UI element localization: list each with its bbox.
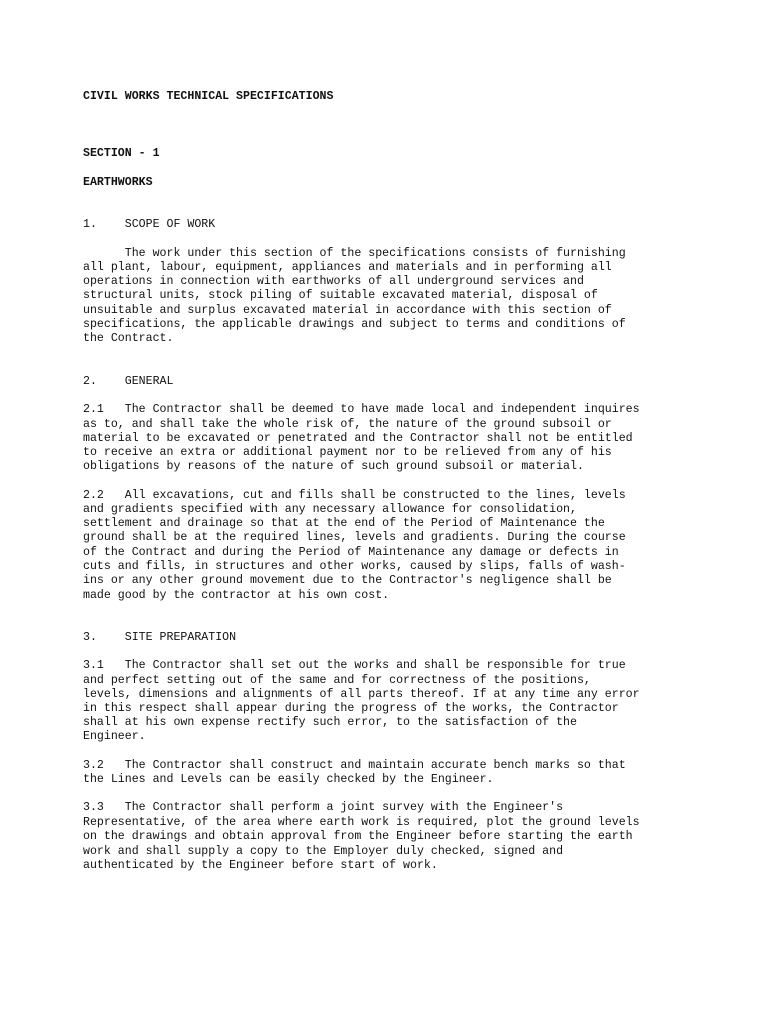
scope-paragraph-line: unsuitable and surplus excavated material in accordance with this section of bbox=[83, 304, 612, 317]
scope-paragraph-line: structural units, stock piling of suitable excavated material, disposal of bbox=[83, 289, 598, 302]
paragraph-3-1-line: 3.1 The Contractor shall set out the works and shall be responsible for true bbox=[83, 659, 626, 672]
paragraph-3-1-line: in this respect shall appear during the progress of the works, the Contractor bbox=[83, 702, 619, 715]
paragraph-2-1-line: to receive an extra or additional payment nor to be relieved from any of his bbox=[83, 446, 612, 459]
paragraph-3-1-line: levels, dimensions and alignments of all parts thereof. If at any time any error bbox=[83, 688, 640, 701]
paragraph-3-3-line: authenticated by the Engineer before start of work. bbox=[83, 859, 438, 872]
paragraph-2-2-line: ins or any other ground movement due to the Contractor's negligence shall be bbox=[83, 574, 612, 587]
paragraph-3-2-line: 3.2 The Contractor shall construct and maintain accurate bench marks so that bbox=[83, 759, 626, 772]
heading-site-preparation: 3. SITE PREPARATION bbox=[83, 631, 237, 644]
scope-paragraph-line: specifications, the applicable drawings and subject to terms and conditions of bbox=[83, 318, 626, 331]
paragraph-2-2-line: made good by the contractor at his own cost. bbox=[83, 589, 390, 602]
paragraph-2-2-line: ground shall be at the required lines, levels and gradients. During the course bbox=[83, 531, 626, 544]
paragraph-2-2-line: of the Contract and during the Period of Maintenance any damage or defects in bbox=[83, 546, 619, 559]
section-label: SECTION - 1 bbox=[83, 147, 160, 160]
paragraph-2-1-line: obligations by reasons of the nature of such ground subsoil or material. bbox=[83, 460, 584, 473]
scope-paragraph-line: all plant, labour, equipment, appliances and materials and in performing all bbox=[83, 261, 612, 274]
document-title: CIVIL WORKS TECHNICAL SPECIFICATIONS bbox=[83, 90, 334, 103]
paragraph-3-1-line: and perfect setting out of the same and for correctness of the positions, bbox=[83, 674, 591, 687]
paragraph-2-1-line: 2.1 The Contractor shall be deemed to have made local and independent inquires bbox=[83, 403, 640, 416]
scope-paragraph-line: operations in connection with earthworks of all underground services and bbox=[83, 275, 584, 288]
paragraph-3-3-line: on the drawings and obtain approval from the Engineer before starting the earth bbox=[83, 830, 633, 843]
paragraph-3-1-line: shall at his own expense rectify such error, to the satisfaction of the bbox=[83, 716, 577, 729]
paragraph-2-2-line: 2.2 All excavations, cut and fills shall be constructed to the lines, levels bbox=[83, 489, 626, 502]
scope-paragraph-line: the Contract. bbox=[83, 332, 174, 345]
paragraph-3-1-line: Engineer. bbox=[83, 730, 146, 743]
paragraph-3-2-line: the Lines and Levels can be easily checked by the Engineer. bbox=[83, 773, 494, 786]
scope-paragraph-line: The work under this section of the specifications consists of furnishing bbox=[83, 247, 626, 260]
paragraph-2-1-line: as to, and shall take the whole risk of, the nature of the ground subsoil or bbox=[83, 418, 612, 431]
paragraph-2-1-line: material to be excavated or penetrated and the Contractor shall not be entitled bbox=[83, 432, 633, 445]
paragraph-2-2-line: and gradients specified with any necessary allowance for consolidation, bbox=[83, 503, 577, 516]
paragraph-3-3-line: Representative, of the area where earth work is required, plot the ground levels bbox=[83, 816, 640, 829]
paragraph-3-3-line: work and shall supply a copy to the Employer duly checked, signed and bbox=[83, 845, 564, 858]
heading-scope-of-work: 1. SCOPE OF WORK bbox=[83, 218, 216, 231]
section-name: EARTHWORKS bbox=[83, 176, 153, 189]
paragraph-2-2-line: cuts and fills, in structures and other works, caused by slips, falls of wash- bbox=[83, 560, 626, 573]
paragraph-2-2-line: settlement and drainage so that at the end of the Period of Maintenance the bbox=[83, 517, 605, 530]
heading-general: 2. GENERAL bbox=[83, 375, 174, 388]
paragraph-3-3-line: 3.3 The Contractor shall perform a joint survey with the Engineer's bbox=[83, 801, 564, 814]
